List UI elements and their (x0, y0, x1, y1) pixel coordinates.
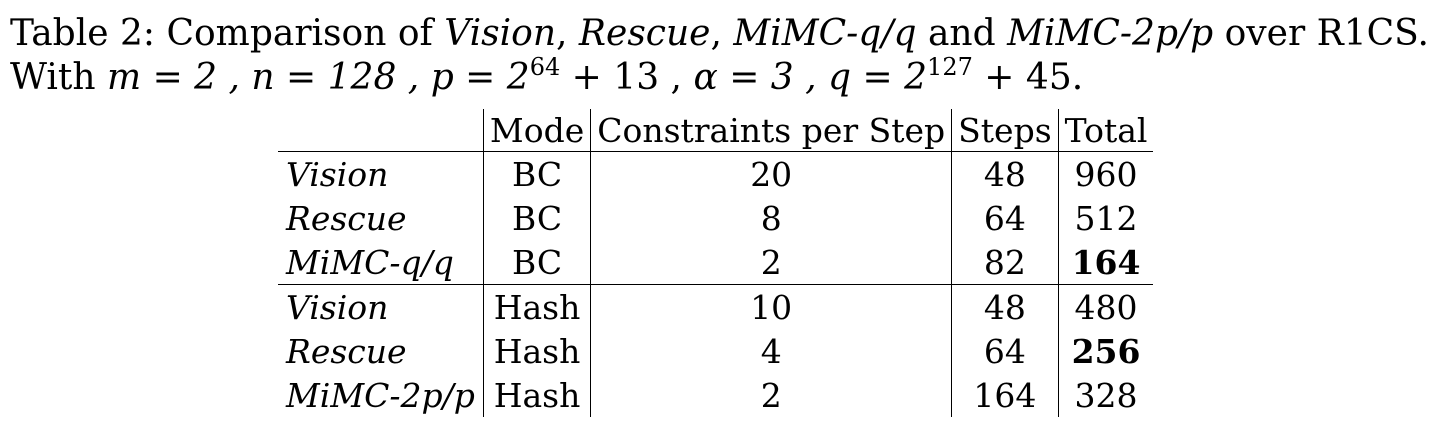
row-mode: BC (483, 152, 590, 197)
caption-separator: , (556, 13, 579, 54)
row-constraints: 10 (591, 285, 952, 330)
param-m: m = 2 , (106, 57, 252, 98)
table-row (278, 329, 1153, 373)
table-caption (10, 12, 1429, 100)
table-row (278, 240, 1153, 285)
header-steps: Steps (952, 109, 1058, 152)
caption-vision: Vision (444, 13, 557, 54)
row-name: Rescue (278, 329, 483, 373)
caption-rescue: Rescue (578, 13, 711, 54)
bc-group (278, 152, 1153, 285)
table-row (278, 373, 1153, 417)
caption-and: and (916, 13, 1008, 54)
row-steps: 48 (952, 152, 1058, 197)
param-p: p = 2 (430, 57, 530, 98)
caption-separator: , (710, 13, 734, 54)
row-mode: BC (483, 196, 590, 240)
row-total-best: 256 (1071, 331, 1141, 371)
caption-with: With (10, 57, 107, 98)
row-mode: Hash (483, 329, 590, 373)
row-constraints: 4 (591, 329, 952, 373)
param-q-rest: + 45. (972, 57, 1084, 98)
row-steps: 64 (952, 196, 1058, 240)
caption-mimc-2pp: MiMC-2p/p (1007, 13, 1214, 54)
row-name: Vision (278, 285, 483, 330)
param-q-exponent: 127 (927, 53, 973, 81)
row-constraints: 2 (591, 240, 952, 285)
table-row (278, 152, 1153, 197)
row-total: 512 (1074, 198, 1138, 238)
header-mode: Mode (483, 109, 590, 152)
caption-suffix: over R1CS. (1213, 13, 1429, 54)
row-constraints: 8 (591, 196, 952, 240)
row-name: MiMC-q/q (278, 240, 483, 285)
caption-line-2 (10, 53, 1429, 100)
header-blank (278, 109, 483, 152)
caption-mimc-qq: MiMC-q/q (733, 13, 917, 54)
row-total: 960 (1074, 154, 1138, 194)
header-total: Total (1058, 109, 1153, 152)
row-constraints: 20 (591, 152, 952, 197)
row-steps: 82 (952, 240, 1058, 285)
row-total: 480 (1074, 287, 1138, 327)
header-constraints-per-step: Constraints per Step (591, 109, 952, 152)
row-steps: 164 (952, 373, 1058, 417)
param-p-exponent: 64 (529, 53, 561, 81)
row-name: Rescue (278, 196, 483, 240)
comparison-table (278, 109, 1153, 417)
param-p-rest: + 13 , (560, 57, 694, 98)
param-n: n = 128 , (251, 57, 431, 98)
table-header-row (278, 109, 1153, 152)
row-total: 328 (1074, 375, 1138, 415)
row-mode: Hash (483, 285, 590, 330)
param-alpha: α = 3 , (693, 57, 829, 98)
caption-prefix: Table 2: Comparison of (10, 13, 445, 54)
caption-line-1 (10, 12, 1429, 56)
row-constraints: 2 (591, 373, 952, 417)
table-row (278, 285, 1153, 330)
row-mode: BC (483, 240, 590, 285)
param-q: q = 2 (828, 57, 928, 98)
table-row (278, 196, 1153, 240)
row-name: Vision (278, 152, 483, 197)
row-steps: 48 (952, 285, 1058, 330)
row-mode: Hash (483, 373, 590, 417)
row-total-best: 164 (1058, 240, 1153, 285)
hash-group (278, 285, 1153, 418)
row-steps: 64 (952, 329, 1058, 373)
row-name: MiMC-2p/p (278, 373, 483, 417)
